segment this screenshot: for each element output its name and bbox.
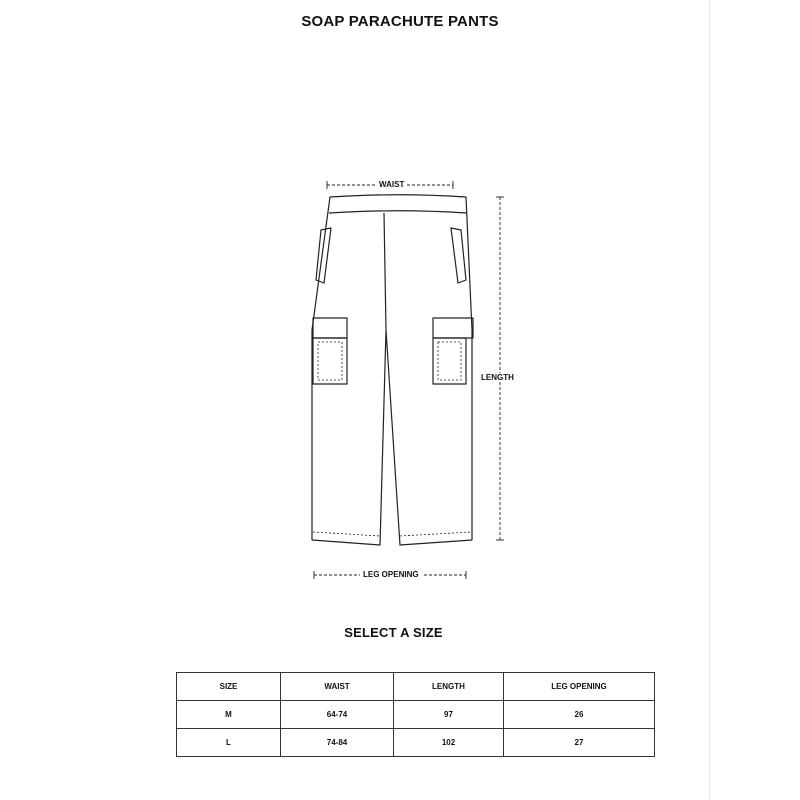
left-pocket: [316, 228, 331, 283]
table-header-row: [177, 673, 655, 701]
table-row[interactable]: [177, 729, 655, 757]
waist-cell: 74-84: [281, 729, 394, 757]
front-seam: [384, 213, 386, 330]
length-cell: 97: [394, 701, 504, 729]
length-cell: 102: [394, 729, 504, 757]
column-header-waist: WAIST: [281, 673, 394, 701]
leg-opening-cell: 27: [504, 729, 655, 757]
leg-opening-label: LEG OPENING: [360, 570, 422, 579]
page-title: SOAP PARACHUTE PANTS: [301, 13, 499, 30]
waist-cell: 64-74: [281, 701, 394, 729]
right-pocket: [451, 228, 466, 283]
pants-outline: [312, 195, 472, 545]
waist-label: WAIST: [376, 180, 407, 189]
waistband-line: [329, 211, 467, 213]
select-size-heading: SELECT A SIZE: [344, 625, 443, 640]
column-header-length: LENGTH: [394, 673, 504, 701]
column-header-size: SIZE: [177, 673, 281, 701]
size-cell: M: [177, 701, 281, 729]
table-row[interactable]: [177, 701, 655, 729]
length-label: LENGTH: [478, 373, 517, 382]
right-cargo-flap: [433, 318, 473, 338]
leg-opening-cell: 26: [504, 701, 655, 729]
left-cargo-flap: [313, 318, 347, 338]
size-chart-table: [176, 672, 655, 757]
size-cell: L: [177, 729, 281, 757]
column-header-leg-opening: LEG OPENING: [504, 673, 655, 701]
